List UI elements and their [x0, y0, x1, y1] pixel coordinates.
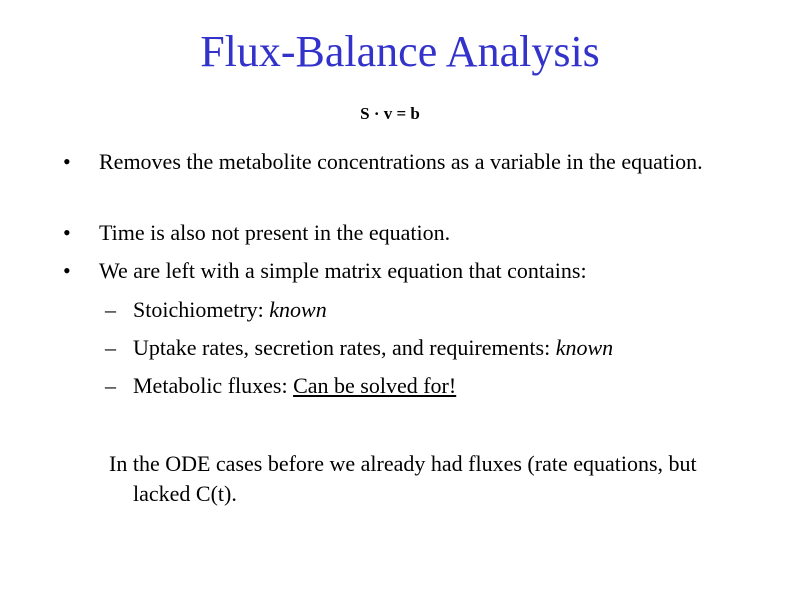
slide-title: Flux-Balance Analysis [200, 27, 600, 76]
sub-bullet-marker: – [105, 335, 116, 360]
sub-bullet-marker: – [105, 373, 116, 398]
bullet-marker: • [63, 258, 71, 283]
bullet-item [63, 218, 759, 248]
sub-bullet-item [105, 295, 753, 325]
closing-note: In the ODE cases before we already had fluxes (rate equations, but lacked C(t). [109, 451, 697, 506]
sub-bullet-emphasis: known [269, 297, 327, 322]
sub-bullet-lead: Stoichiometry: [133, 297, 270, 322]
sub-bullet-lead: Metabolic fluxes: [133, 373, 294, 398]
sub-bullet-text [133, 295, 753, 325]
sub-bullet-underlined: Can be solved for! [293, 373, 457, 398]
bullet-text: Time is also not present in the equation. [99, 220, 451, 245]
bullet-marker: • [63, 149, 71, 174]
sub-bullet-item [105, 371, 753, 401]
bullet-item [63, 147, 759, 177]
bullet-text: Removes the metabolite concentrations as a variable in the equation. [99, 149, 703, 174]
sub-bullet-lead: Uptake rates, secretion rates, and requirements: [133, 335, 556, 360]
sub-bullet-item [105, 333, 773, 363]
bullet-text: We are left with a simple matrix equation that contains: [99, 258, 587, 283]
sub-bullet-marker: – [105, 297, 116, 322]
sub-bullet-text [133, 333, 773, 363]
bullet-item [63, 256, 759, 286]
equation: S · v = b [360, 104, 420, 123]
sub-bullet-text [133, 371, 753, 401]
sub-bullet-emphasis: known [555, 335, 614, 360]
bullet-marker: • [63, 220, 71, 245]
